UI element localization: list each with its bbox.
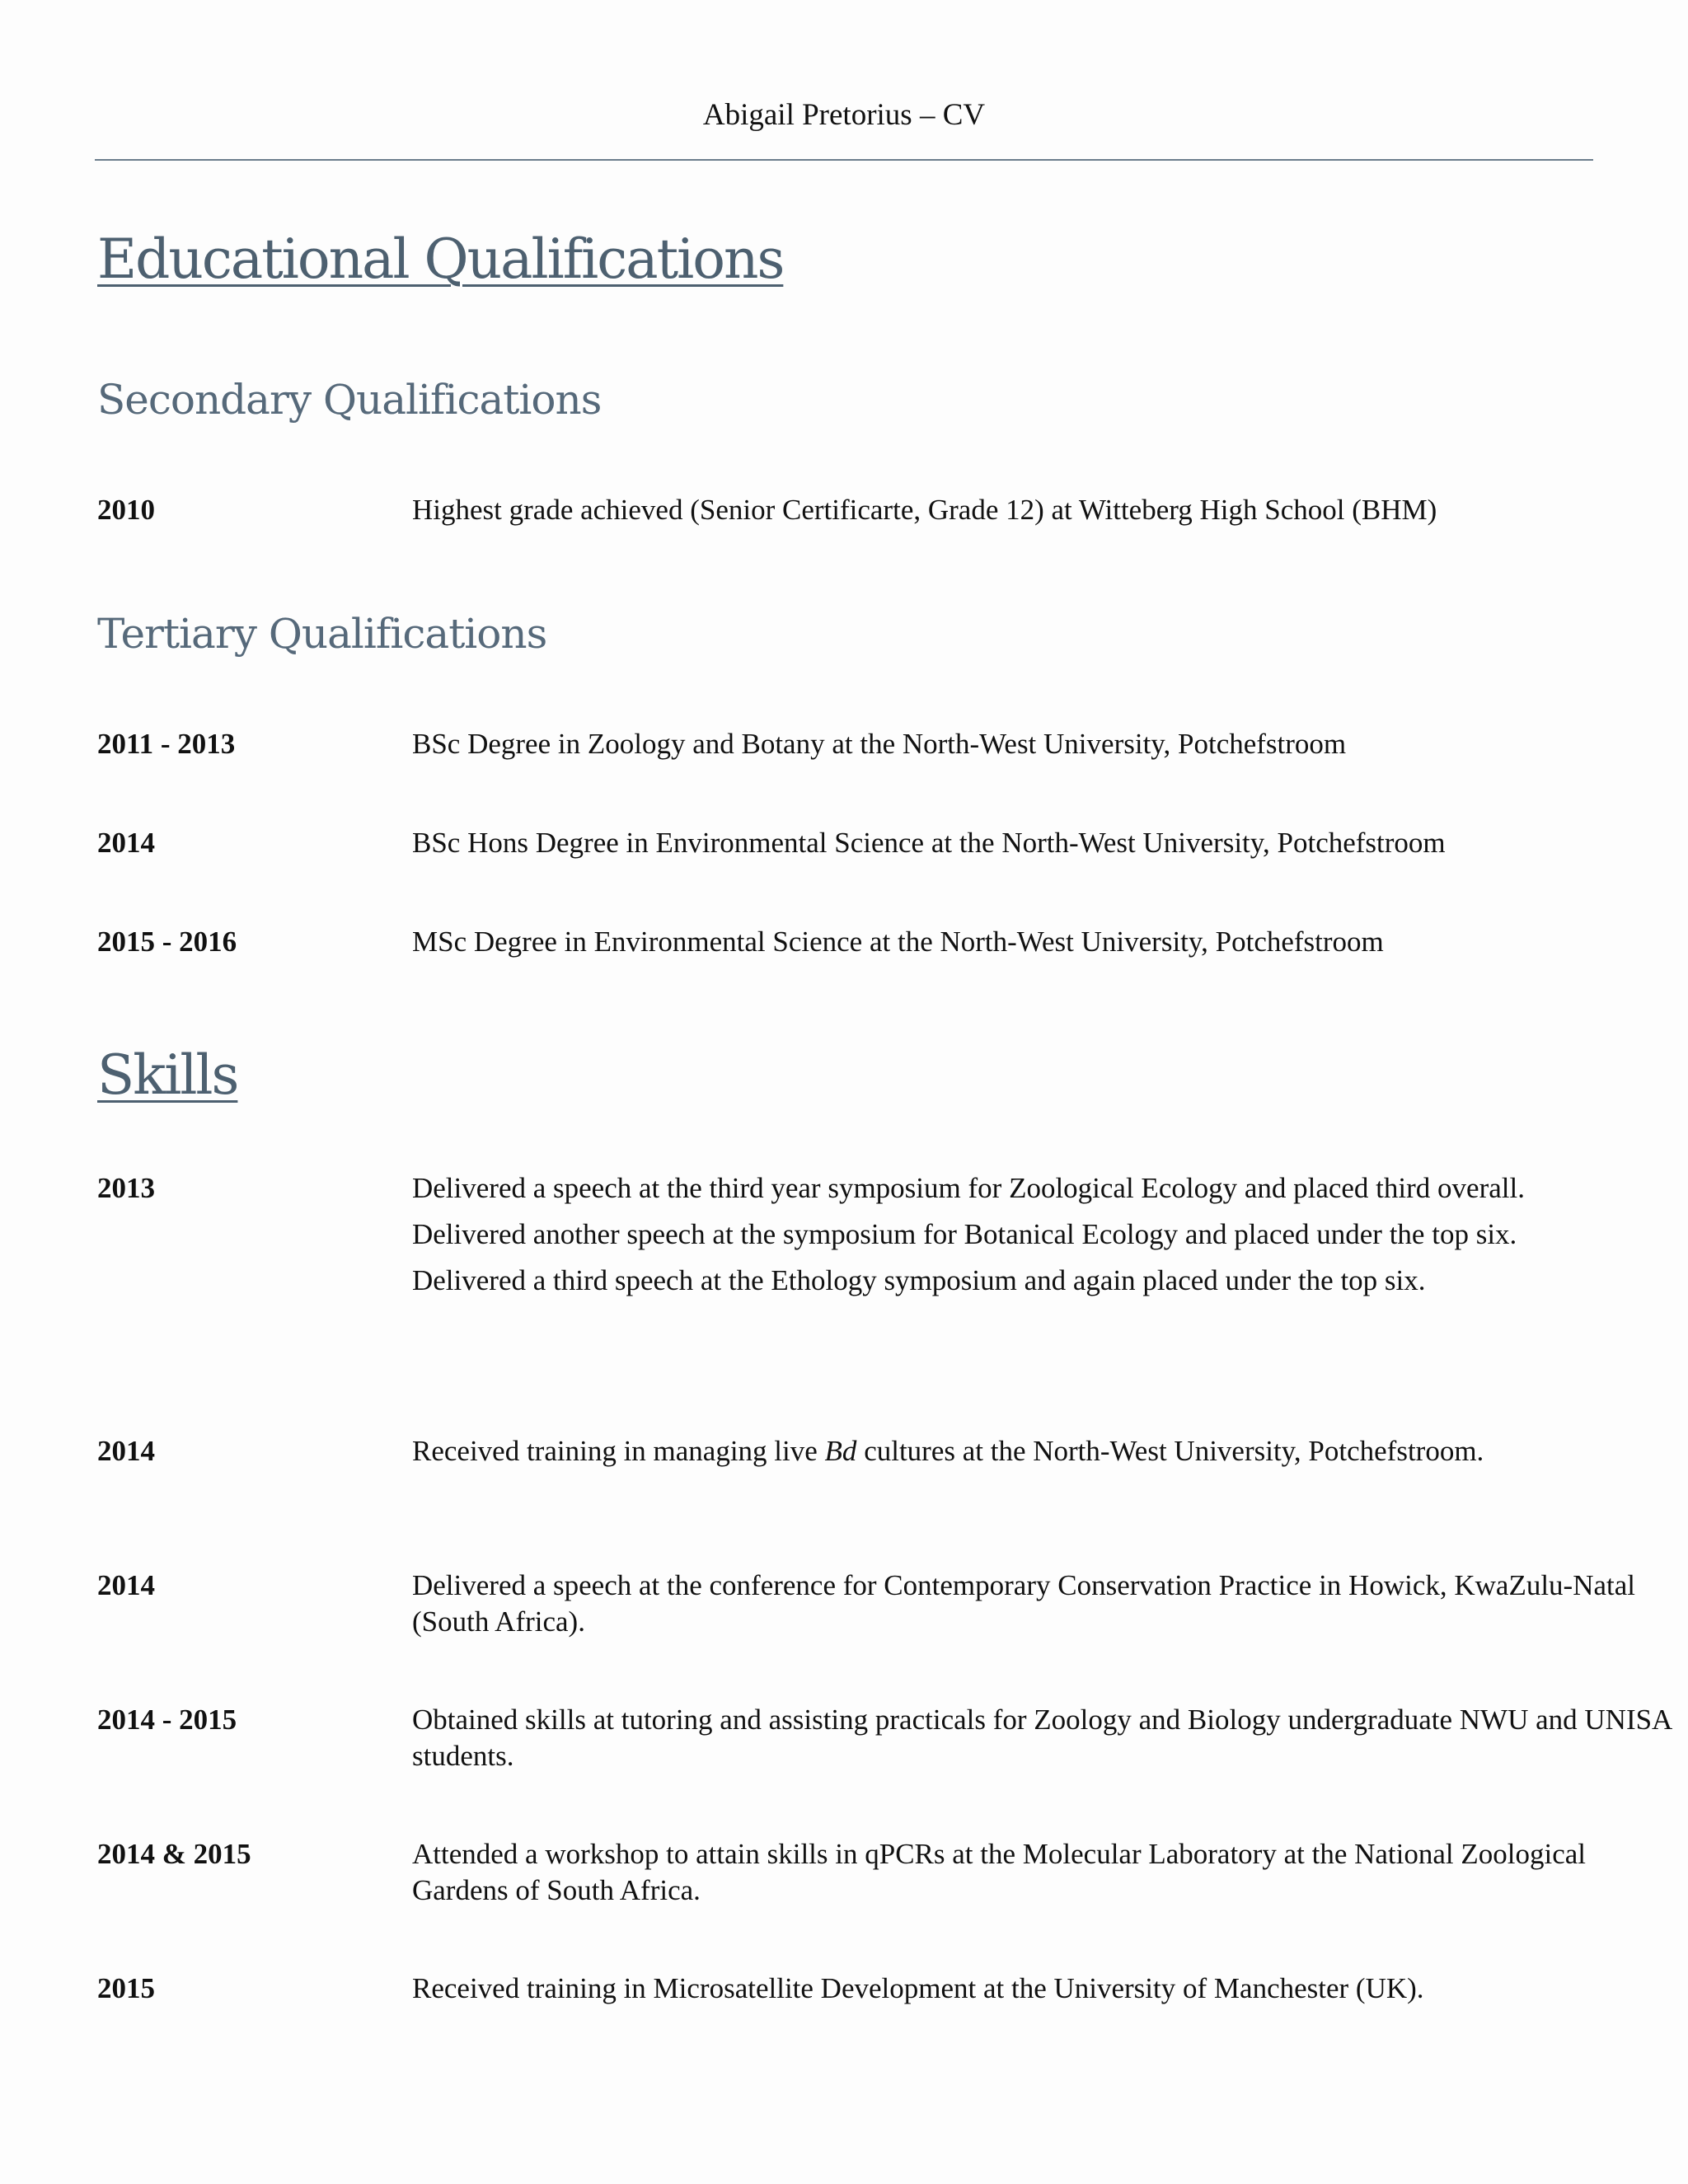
- education-heading: Educational Qualifications: [97, 227, 784, 291]
- skill-text-italic: Bd: [824, 1435, 857, 1467]
- skill-text: cultures at the North-West University, Potchefstroom.: [856, 1435, 1484, 1467]
- skill-line: Delivered a speech at the third year symposium for Zoological Ecology and placed third overall.: [412, 1172, 1525, 1204]
- skill-year: 2013: [97, 1172, 155, 1204]
- skill-year: 2015: [97, 1972, 155, 2004]
- qualification-year: 2010: [97, 494, 155, 526]
- qualification-description: BSc Degree in Zoology and Botany at the North-West University, Potchefstroom: [412, 728, 1347, 760]
- skill-description: [412, 1433, 1681, 1469]
- skill-description: Obtained skills at tutoring and assisting practicals for Zoology and Biology undergraduate NWU and UNISA students.: [412, 1704, 1672, 1772]
- qualification-year: 2015 - 2016: [97, 926, 237, 958]
- secondary-qualifications-heading: Secondary Qualifications: [97, 376, 602, 424]
- skill-description: [412, 1170, 1681, 1309]
- tertiary-qualifications-heading: Tertiary Qualifications: [97, 610, 547, 658]
- skill-description: Received training in Microsatellite Development at the University of Manchester (UK).: [412, 1972, 1424, 2004]
- skill-text: Received training in managing live: [412, 1435, 825, 1467]
- skill-year: 2014 - 2015: [97, 1704, 237, 1736]
- qualification-description: BSc Hons Degree in Environmental Science at the North-West University, Potchefstroom: [412, 827, 1446, 859]
- skill-description: Delivered a speech at the conference for Contemporary Conservation Practice in Howick, KwaZulu-Natal (South Africa).: [412, 1569, 1635, 1638]
- qualification-description: MSc Degree in Environmental Science at the North-West University, Potchefstroom: [412, 926, 1384, 958]
- skill-description: Attended a workshop to attain skills in qPCRs at the Molecular Laboratory at the National Zoological Gardens of South Africa.: [412, 1838, 1586, 1906]
- skills-heading: Skills: [97, 1043, 238, 1107]
- skill-year: 2014: [97, 1435, 155, 1467]
- header-divider: [95, 159, 1593, 161]
- document-header-title: Abigail Pretorius – CV: [702, 98, 986, 132]
- qualification-description: Highest grade achieved (Senior Certificarte, Grade 12) at Witteberg High School (BHM): [412, 494, 1437, 526]
- skill-line: Delivered a third speech at the Ethology symposium and again placed under the top six.: [412, 1264, 1426, 1296]
- qualification-year: 2011 - 2013: [97, 728, 236, 760]
- qualification-year: 2014: [97, 827, 155, 859]
- skill-year: 2014 & 2015: [97, 1838, 251, 1870]
- skill-line: Delivered another speech at the symposium for Botanical Ecology and placed under the top six.: [412, 1218, 1517, 1250]
- skill-year: 2014: [97, 1569, 155, 1601]
